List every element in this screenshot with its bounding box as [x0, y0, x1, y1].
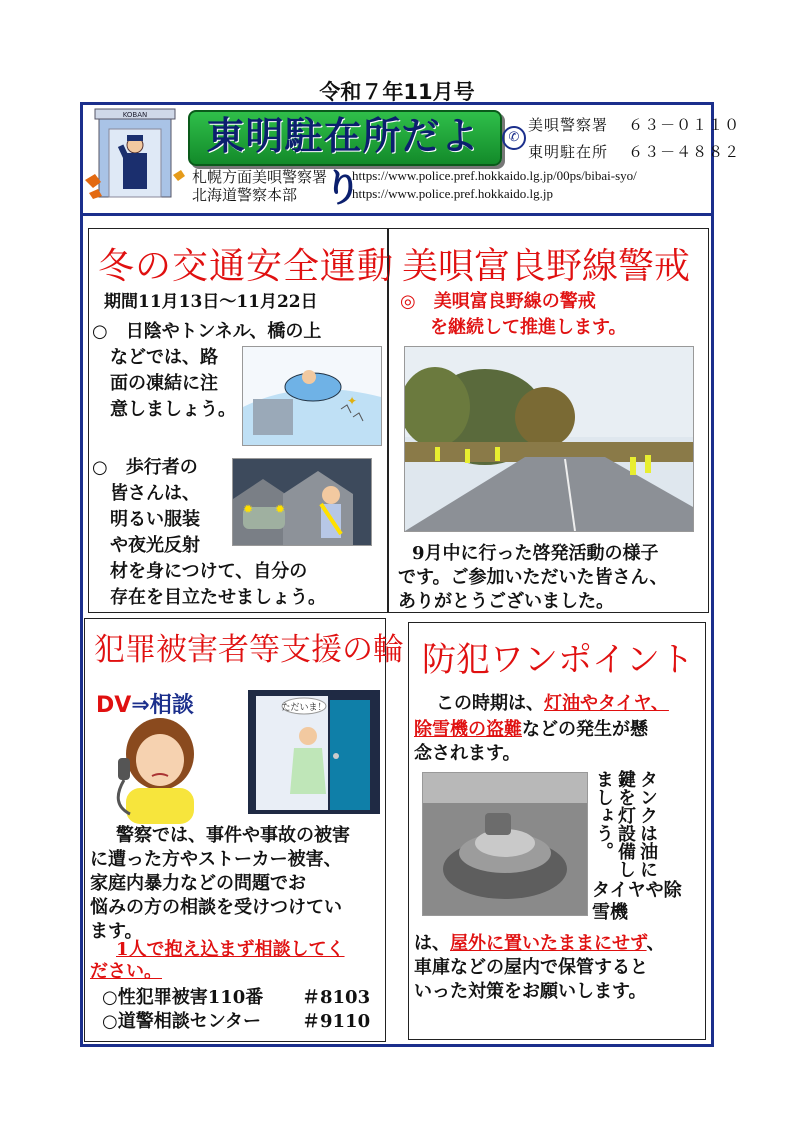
- crime-paragraph-line: いった対策をお願いします。: [414, 981, 647, 1002]
- support-callout-line: ださい。: [90, 961, 162, 982]
- issue-label: 令和７年11月号: [319, 80, 475, 104]
- support-body-line: に遭った方やストーカー被害、: [90, 849, 342, 870]
- hotline-label: ○道警相談センター: [102, 1011, 261, 1032]
- victim-support-title: 犯罪被害者等支援の輪: [94, 632, 404, 668]
- phone-entry: [528, 114, 740, 135]
- crime-paragraph-line: 念されます。: [414, 743, 521, 764]
- crime-text: この時期は、: [436, 693, 544, 714]
- winter-item1-line: ○ 日陰やトンネル、橋の上: [92, 321, 322, 342]
- winter-item2-line: や夜光反射: [110, 535, 200, 556]
- hotline-label: ○性犯罪被害110番: [102, 987, 264, 1008]
- phone-number: ６３－４８８２: [628, 143, 741, 161]
- support-body-line: 家庭内暴力などの問題でお: [90, 873, 306, 894]
- phone-entry: [528, 141, 740, 162]
- org-url-link[interactable]: https://www.police.pref.hokkaido.lg.jp/00ps/bibai-syo/: [352, 168, 637, 183]
- winter-traffic-title: 冬の交通安全運動: [98, 246, 395, 287]
- support-body-line: 悩みの方の相談を受けつけてい: [90, 897, 342, 918]
- winter-item1-line: 面の凍結に注: [110, 373, 218, 394]
- crime-text: などの発生が懸: [522, 719, 648, 740]
- reflective-pedestrian-illustration: [232, 458, 372, 546]
- winter-item2-line: 明るい服装: [110, 509, 200, 530]
- campaign-period: 期間11月13日～11月22日: [104, 292, 318, 312]
- phone-icon: ✆: [502, 126, 526, 150]
- support-body-line: ます。: [90, 921, 143, 942]
- crime-emphasis: 除雪機の盗難: [414, 719, 522, 740]
- crime-vertical-col: 灯設備し: [615, 806, 636, 878]
- winter-item2-line: 存在を目立たせましょう。: [110, 587, 326, 608]
- crime-v2: タイヤや除雪機: [592, 880, 682, 923]
- bibai-caption-line: ありがとうございました。: [398, 591, 614, 612]
- bibai-furano-title: 美唄富良野線警戒: [402, 246, 691, 287]
- crime-text: は、: [414, 933, 450, 954]
- crime-text: 、: [646, 933, 665, 954]
- crime-vertical-text: [592, 770, 658, 878]
- phone-name: 美唄警察署: [528, 116, 609, 134]
- org-url-link[interactable]: https://www.police.pref.hokkaido.lg.jp: [352, 186, 553, 201]
- koban-sign: KOBAN: [122, 111, 148, 119]
- newsletter-title: 東明駐在所だより: [206, 114, 480, 210]
- koban-illustration: [85, 105, 185, 210]
- crime-paragraph-line: [436, 692, 669, 716]
- hotline-number: ＃9110: [302, 1011, 371, 1032]
- bibai-lead-line: ◎ 美唄富良野線の警戒: [400, 291, 596, 312]
- svg-text:✹: ✹: [243, 502, 254, 516]
- arrow-icon: ⇒: [131, 693, 150, 718]
- org-name: 北海道警察本部: [192, 186, 298, 204]
- crime-paragraph-line: 車庫などの屋内で保管すると: [414, 957, 648, 978]
- support-callout-line: 1人で抱え込まず相談してく: [116, 939, 345, 960]
- crime-vertical-col: 油に鍵を: [615, 770, 658, 878]
- org-name: 札幌方面美唄警察署: [192, 168, 328, 186]
- winter-item2-line: 皆さんは、: [110, 483, 200, 504]
- dv-label: DV: [96, 693, 132, 718]
- bibai-lead-line: を継続して推進します。: [430, 317, 627, 338]
- icy-road-car-illustration: [242, 346, 382, 446]
- crime-prevention-title: 防犯ワンポイント: [422, 640, 694, 680]
- bibai-caption-line: 9月中に行った啓発活動の様子: [412, 543, 659, 564]
- winter-item2-line: ○ 歩行者の: [92, 457, 198, 478]
- fuel-tank-lock-photo: [422, 772, 588, 916]
- woman-at-door-illustration: [248, 690, 380, 814]
- hotline-number: ＃8103: [302, 987, 371, 1008]
- winter-item1-line: 意しましょう。: [110, 399, 236, 420]
- crime-emphasis: 灯油やタイヤ、: [544, 693, 669, 714]
- bibai-caption-line: です。ご参加いただいた皆さん、: [398, 567, 668, 588]
- winter-item2-line: 材を身につけて、自分の: [110, 561, 308, 582]
- crime-paragraph-line: [414, 718, 648, 742]
- speech-bubble: ただいま！: [281, 703, 327, 713]
- awareness-activity-photo: [404, 346, 694, 532]
- consult-label: 相談: [149, 693, 194, 718]
- svg-text:✹: ✹: [275, 502, 286, 516]
- crime-emphasis: 屋外に置いたままにせず: [450, 933, 647, 954]
- woman-on-phone-illustration: [100, 714, 220, 824]
- crime-vertical-col: タンクは: [637, 770, 658, 842]
- svg-text:✦: ✦: [347, 394, 358, 408]
- support-body-line: 警察では、事件や事故の被害: [116, 825, 350, 846]
- crime-paragraph-line: [414, 932, 665, 956]
- crime-vertical-col: ましょう。: [593, 770, 614, 860]
- phone-name: 東明駐在所: [528, 143, 609, 161]
- winter-item1-line: などでは、路: [110, 347, 218, 368]
- header-divider: [83, 213, 711, 216]
- phone-number: ６３－０１１０: [628, 116, 741, 134]
